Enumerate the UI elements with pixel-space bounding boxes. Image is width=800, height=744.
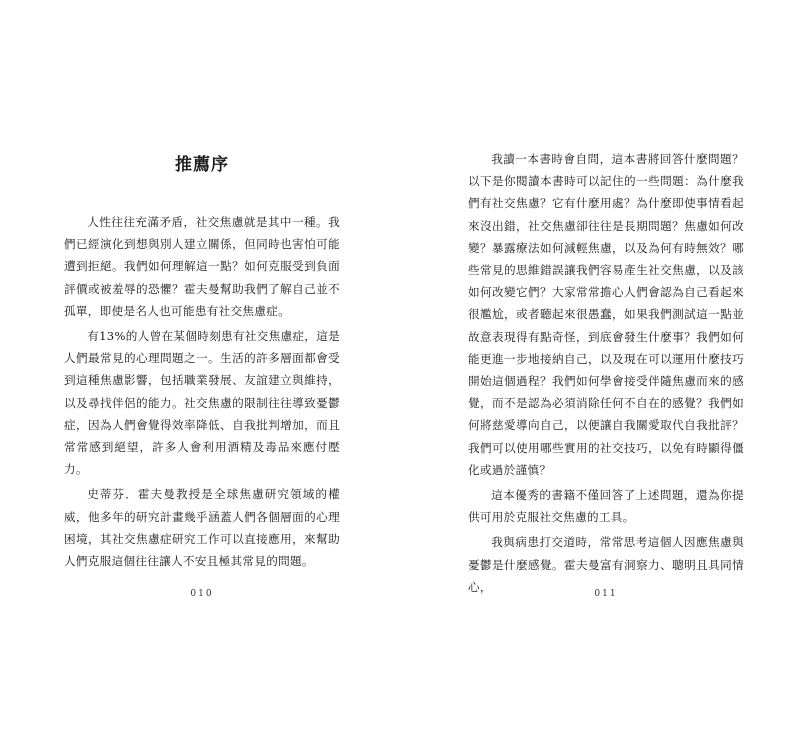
paragraph: 我與病患打交道時，常常思考這個人因應焦慮與憂鬱是什麼感覺。霍夫曼富有洞察力、聰明且具同情心， (468, 535, 744, 594)
paragraph: 我讀一本書時會自問，這本書將回答什麼問題？以下是你閱讀本書時可以記住的一些問題：為什麼我們有社交焦慮？它有什麼用處？為什麼即使事情看起來沒出錯，社交焦慮卻往往是長期問題？焦慮如何改變？暴露療法如何減輕焦慮，以及為何有時無效？哪些常見的思維錯誤讓我們容易產生社交焦慮，以及該如何改變它們？大家常常擔心人們會認為自己看起來很尷尬，或者聽起來很愚蠢，如果我們測試這一點並故意表現得有點奇怪，到底會發生什麼事？我們如何能更進一步地接納自己，以及現在可以運用什麼技巧開始這個過程？我們如何學會接受伴隨焦慮而來的感覺，而不是認為必須消除任何不自在的感覺？我們如何將慈愛導向自己，以便讓自我關愛取代自我批評？我們可以使用哪些實用的社交技巧，以免有時顯得僵化或過於謹慎？ (468, 152, 744, 477)
page-number-right: 011 (594, 589, 618, 599)
page-number-left: 010 (190, 589, 214, 599)
left-page-body (64, 211, 340, 575)
paragraph: 這本優秀的書籍不僅回答了上述問題，還為你提供可用於克服社交焦慮的工具。 (468, 488, 744, 525)
paragraph: 有13%的人曾在某個時刻患有社交焦慮症，這是人們最常見的心理問題之一。生活的許多層面都會受到這種焦慮影響，包括職業發展、友誼建立與維持，以及尋找伴侶的能力。社交焦慮的限制往往導致憂鬱症，因為人們會覺得效率降低、自我批判增加，而且常常感到絕望，許多人會利用酒精及毒品來應付壓力。 (64, 329, 340, 477)
left-page (64, 0, 340, 744)
right-page (468, 0, 744, 744)
right-page-body (468, 148, 744, 601)
paragraph: 史蒂芬．霍夫曼教授是全球焦慮研究領域的權威，他多年的研究計畫幾乎涵蓋人們各個層面的心理困境，其社交焦慮症研究工作可以直接應用，來幫助人們克服這個往往讓人不安且極其常見的問題。 (64, 487, 340, 569)
paragraph: 人性往往充滿矛盾，社交焦慮就是其中一種。我們已經演化到想與別人建立關係，但同時也害怕可能遭到拒絕。我們如何理解這一點？如何克服受到負面評價或被羞辱的恐懼？霍夫曼幫助我們了解自己並不孤單，即使是名人也可能患有社交焦慮症。 (64, 215, 340, 318)
chapter-title: 推薦序 (175, 155, 229, 175)
